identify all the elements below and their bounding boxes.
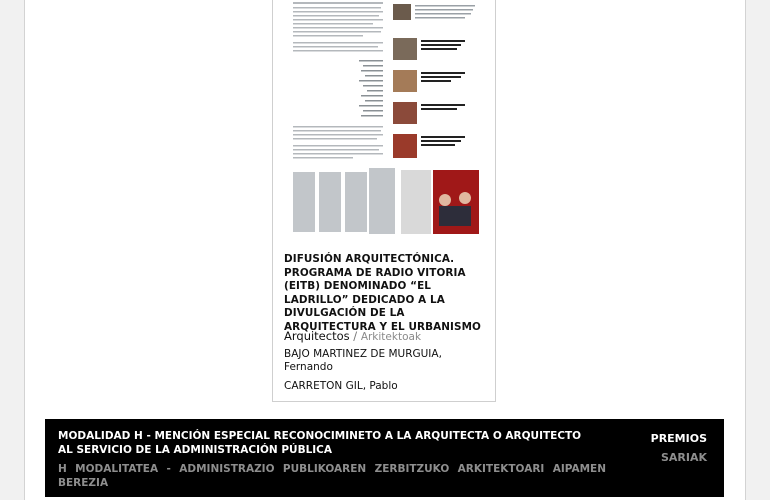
category-separator: / [353,329,358,343]
section-label: PREMIOS [650,432,707,445]
project-thumbnail[interactable] [289,0,481,236]
project-title[interactable]: DIFUSIÓN ARQUITECTÓNICA. PROGRAMA DE RADIO VITORIA (EITB) DENOMINADO “EL LADRILLO” DEDICADO A LA DIVULGACIÓN DE LA ARQUITECTURA Y EL URBANISMO [284,253,481,333]
modality-title: MODALIDAD H - MENCIÓN ESPECIAL RECONOCIMINETO A LA ARQUITECTA O ARQUITECTO AL SERVICIO DE LA ADMINISTRACIÓN PÚBLICA [58,430,582,456]
modality-title-alt: H MODALITATEA - ADMINISTRAZIO PUBLIKOAREN ZERBITZUKO ARKITEKTOARI AIPAMEN BEREZIA [58,463,606,489]
project-category [284,329,421,343]
author-name: CARRETON GIL, Pablo [284,380,398,392]
newspaper-collage-image [289,0,481,236]
project-card[interactable] [272,0,496,402]
section-label-alt: SARIAK [660,451,707,464]
category-label-alt: Arkitektoak [360,331,422,343]
author-name: BAJO MARTINEZ DE MURGUIA, Fernando [284,348,442,373]
category-label: Arquitectos [284,329,350,343]
award-section-header [45,419,724,497]
